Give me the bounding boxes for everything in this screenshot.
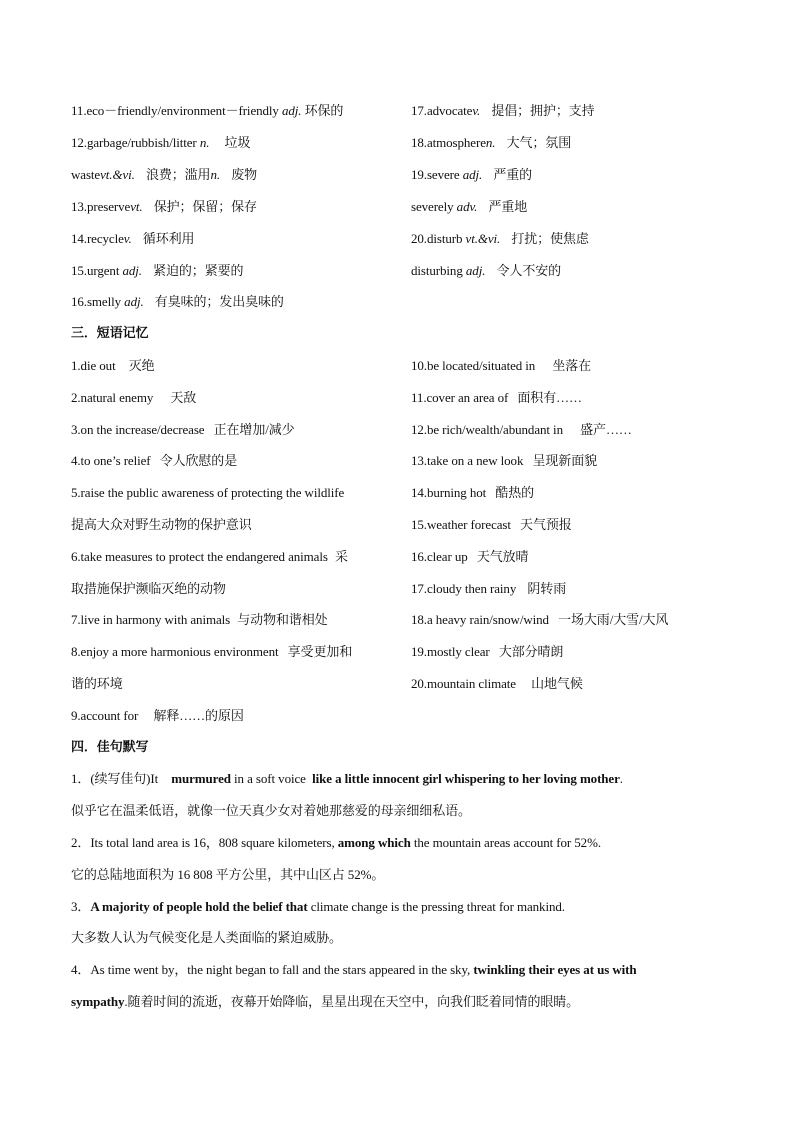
vocab-meaning: 浪费；滥用 <box>145 167 211 182</box>
phrase-text: 16.clear up <box>411 549 468 564</box>
phrase-item <box>71 581 226 597</box>
sentence-number: 2． <box>71 835 91 850</box>
phrase-item <box>71 517 252 533</box>
vocab-word: disturbing <box>411 263 463 278</box>
sentence-bold: sympathy <box>71 994 125 1009</box>
phrase-text: 7.live in harmony with animals <box>71 612 231 627</box>
vocab-word: 13.preserve <box>71 199 131 214</box>
vocab-item <box>411 135 571 151</box>
vocab-word: 19.severe <box>411 167 460 182</box>
vocab-pos: n. <box>485 135 496 150</box>
phrase-item <box>71 390 196 406</box>
phrase-meaning: 天敌 <box>170 390 197 405</box>
sentence-bold: twinkling their eyes at us with <box>473 962 637 977</box>
vocab-pos: adv. <box>456 199 478 214</box>
vocab-meaning: 环保的 <box>304 103 344 118</box>
vocab-meaning: 打扰；使焦虑 <box>511 231 589 246</box>
vocab-meaning: 垃圾 <box>224 135 251 150</box>
vocab-word: 17.advocate <box>411 103 473 118</box>
vocab-item <box>411 167 532 183</box>
vocab-item <box>71 231 194 247</box>
sentence-bold: murmured <box>171 771 231 786</box>
phrase-meaning: 令人欣慰的是 <box>159 453 238 468</box>
phrase-text: 9.account for <box>71 708 139 723</box>
phrase-item <box>411 581 566 597</box>
vocab-meaning: 令人不安的 <box>496 263 562 278</box>
sentence-2-cn: 它的总陆地面积为 16 808 平方公里，其中山区占 52%。 <box>71 867 385 882</box>
sentence-bold: among which <box>337 835 411 850</box>
phrase-meaning: 山地气候 <box>531 676 583 691</box>
phrase-item <box>71 453 237 469</box>
vocab-pos: adj. <box>122 263 142 278</box>
phrase-item <box>71 612 328 628</box>
vocab-pos: adj. <box>462 167 483 182</box>
sentence-3-en <box>71 899 565 915</box>
phrase-text: 1.die out <box>71 358 116 373</box>
vocab-word: 18.atmosphere <box>411 135 486 150</box>
phrase-item <box>411 485 534 501</box>
sentence-number: 4． <box>71 962 91 977</box>
sentence-4-en <box>71 962 636 978</box>
vocab-meaning: 提倡；拥护；支持 <box>491 103 595 118</box>
sentence-3-cn: 大多数人认为气候变化是人类面临的紧迫威胁。 <box>71 930 342 945</box>
phrase-meaning: 阴转雨 <box>527 581 567 596</box>
phrase-item <box>71 358 155 374</box>
phrase-meaning: 呈现新面貌 <box>532 453 598 468</box>
sentence-text: (续写佳句)It <box>90 771 162 786</box>
phrase-meaning: 天气放晴 <box>476 549 529 564</box>
vocab-pos: n. <box>199 135 210 150</box>
phrase-meaning: 面积有…… <box>517 390 582 405</box>
sentence-4-cont <box>71 994 579 1010</box>
phrase-text: 15.weather forecast <box>411 517 511 532</box>
phrase-text: 3.on the increase/decrease <box>71 422 205 437</box>
phrase-meaning: 一场大雨/大雪/大风 <box>558 612 669 627</box>
phrase-text: 2.natural enemy <box>71 390 154 405</box>
phrase-meaning: 天气预报 <box>520 517 572 532</box>
phrase-text: 12.be rich/wealth/abundant in <box>411 422 563 437</box>
phrase-meaning: 解释……的原因 <box>153 708 244 723</box>
vocab-word: 11.eco－friendly/environment－friendly <box>71 103 279 118</box>
vocab-pos: adj. <box>124 294 144 309</box>
vocab-pos: n. <box>210 167 221 182</box>
vocab-meaning: 保护；保留；保存 <box>153 199 257 214</box>
vocab-pos: vt.&vi. <box>465 231 501 246</box>
phrase-meaning: 谐的环境 <box>71 676 123 691</box>
sentence-2-en <box>71 835 601 851</box>
phrase-text: 19.mostly clear <box>411 644 490 659</box>
vocab-meaning: 严重的 <box>493 167 533 182</box>
vocab-meaning: 大气；氛围 <box>506 135 572 150</box>
phrase-meaning: 灭绝 <box>128 358 155 373</box>
phrase-meaning: 酷热的 <box>495 485 535 500</box>
vocab-pos: vt. <box>130 199 143 214</box>
phrase-item <box>71 708 244 724</box>
phrase-item <box>71 422 295 438</box>
vocab-pos: v. <box>472 103 481 118</box>
vocab-word: 20.disturb <box>411 231 463 246</box>
vocab-word: 14.recycle <box>71 231 124 246</box>
phrase-meaning: 坐落在 <box>552 358 592 373</box>
phrase-item <box>411 676 583 692</box>
phrase-text: 20.mountain climate <box>411 676 516 691</box>
phrase-meaning: 盛产…… <box>580 422 632 437</box>
phrase-meaning: 正在增加/减少 <box>213 422 295 437</box>
phrase-item <box>71 676 123 692</box>
vocab-item <box>411 199 527 215</box>
sentence-text: climate change is the pressing threat for mankind. <box>307 899 565 914</box>
phrase-meaning: 取措施保护濒临灭绝的动物 <box>71 581 226 596</box>
phrase-item <box>411 644 563 660</box>
sentence-bold: A majority of people hold the belief that <box>90 899 308 914</box>
vocab-meaning: 严重地 <box>488 199 528 214</box>
phrase-text: 17.cloudy then rainy <box>411 581 517 596</box>
phrase-item <box>71 644 352 660</box>
vocab-word: 16.smelly <box>71 294 122 309</box>
vocab-item <box>71 103 343 119</box>
vocab-item <box>411 103 595 119</box>
vocab-item <box>71 294 284 310</box>
vocab-item <box>71 135 250 151</box>
phrase-item <box>411 549 528 565</box>
phrase-text: 13.take on a new look <box>411 453 524 468</box>
sentence-text: in a soft voice <box>230 771 313 786</box>
vocab-word: 12.garbage/rubbish/litter <box>71 135 197 150</box>
vocab-item <box>71 167 257 183</box>
vocab-pos: v. <box>123 231 132 246</box>
phrase-item <box>411 422 632 438</box>
vocab-word: waste <box>71 167 101 182</box>
phrase-text: 11.cover an area of <box>411 390 509 405</box>
sentence-text: As time went by，the night began to fall and the stars appeared in the sky, <box>90 962 474 977</box>
sentence-1-cn: 似乎它在温柔低语，就像一位天真少女对着她那慈爱的母亲细细私语。 <box>71 803 471 818</box>
phrase-text: 14.burning hot <box>411 485 487 500</box>
vocab-meaning: 紧迫的；紧要的 <box>153 263 244 278</box>
phrase-meaning: 大部分晴朗 <box>498 644 564 659</box>
vocab-item <box>411 263 561 279</box>
phrase-item <box>411 390 582 406</box>
phrase-text: 8.enjoy a more harmonious environment <box>71 644 279 659</box>
phrase-item <box>71 485 344 501</box>
vocab-item <box>71 263 243 279</box>
sentence-text: . <box>619 771 623 786</box>
vocab-meaning: 废物 <box>231 167 257 182</box>
phrase-meaning: 提高大众对野生动物的保护意识 <box>71 517 252 532</box>
phrase-meaning: 采 <box>334 549 348 564</box>
vocab-word: severely <box>411 199 454 214</box>
phrase-item <box>411 612 668 628</box>
phrase-item <box>411 453 597 469</box>
phrase-text: 5.raise the public awareness of protecting the wildlife <box>71 485 345 500</box>
sentence-text: Its total land area is 16，808 square kilometers, <box>90 835 338 850</box>
sentence-text: the mountain areas account for 52%. <box>410 835 601 850</box>
sentence-1-en <box>71 771 623 787</box>
phrase-item <box>411 517 572 533</box>
section-heading-sentences: 四．佳句默写 <box>71 740 149 755</box>
phrase-text: 4.to one’s relief <box>71 453 151 468</box>
vocab-pos: adj. <box>281 103 302 118</box>
phrase-text: 10.be located/situated in <box>411 358 536 373</box>
sentence-number: 1． <box>71 771 91 786</box>
vocab-meaning: 有臭味的；发出臭味的 <box>154 294 284 309</box>
phrase-item <box>71 549 348 565</box>
vocab-meaning: 循环利用 <box>142 231 195 246</box>
vocab-word: 15.urgent <box>71 263 120 278</box>
vocab-pos: vt.&vi. <box>100 167 135 182</box>
phrase-text: 18.a heavy rain/snow/wind <box>411 612 549 627</box>
section-heading-phrases: 三．短语记忆 <box>71 326 149 341</box>
vocab-pos: adj. <box>465 263 486 278</box>
vocab-item <box>71 199 257 215</box>
phrase-meaning: 与动物和谐相处 <box>237 612 328 627</box>
sentence-bold: like a little innocent girl whispering to her loving mother <box>312 771 620 786</box>
sentence-number: 3． <box>71 899 91 914</box>
vocab-item <box>411 231 589 247</box>
sentence-text: .随着时间的流逝，夜幕开始降临，星星出现在天空中，向我们眨着同情的眼睛。 <box>124 994 580 1009</box>
phrase-meaning: 享受更加和 <box>287 644 353 659</box>
phrase-text: 6.take measures to protect the endangered animals <box>71 549 328 564</box>
phrase-item <box>411 358 591 374</box>
